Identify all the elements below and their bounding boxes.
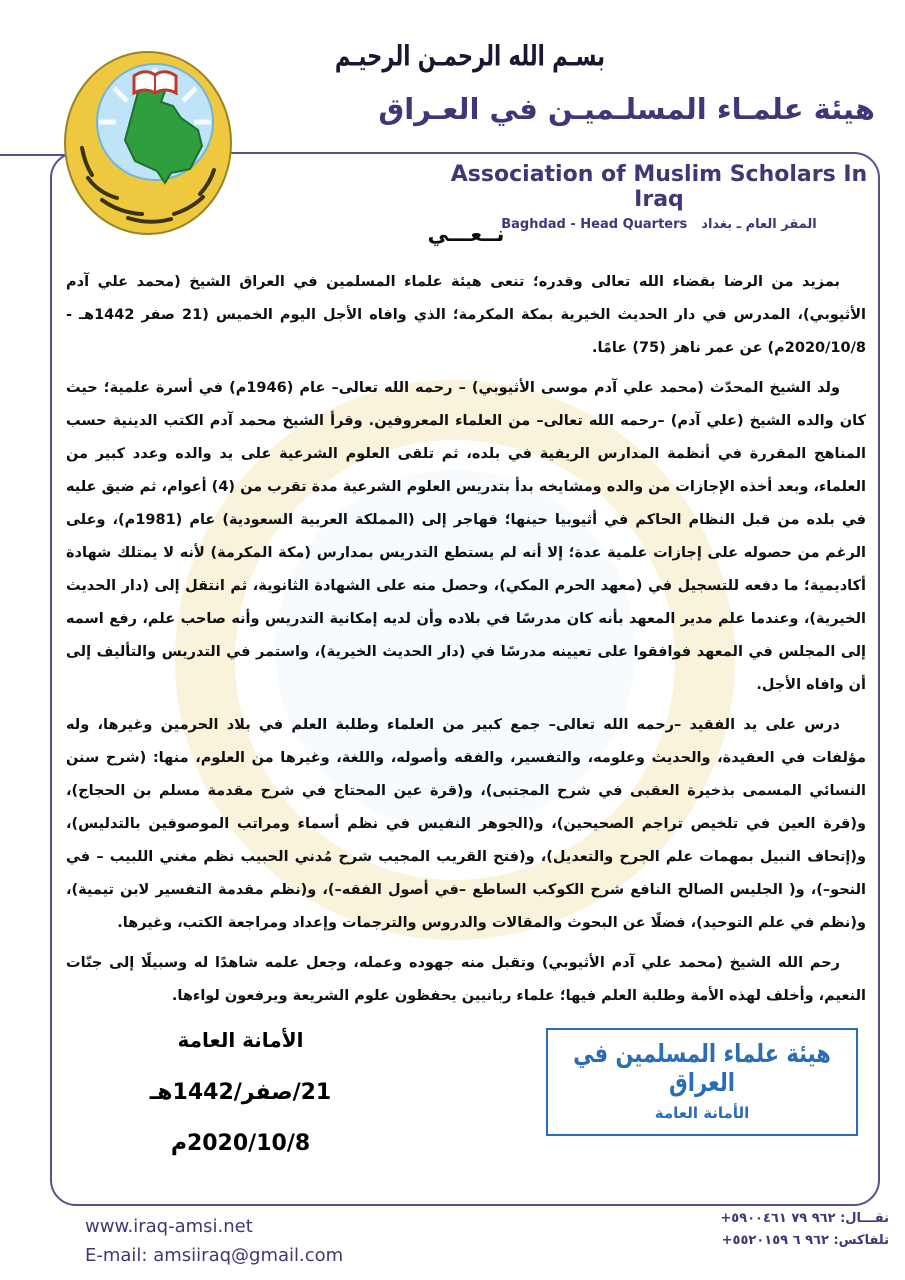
quran-book-icon bbox=[134, 72, 176, 93]
paragraph-biography: ولد الشيخ المحدّث (محمد علي آدم موسى الأثيوبي) – رحمه الله تعالى– عام (1946م) في أسرة علمية؛ حيث كان والده الشيخ (علي آدم) –رحمه الله تعالى– من العلماء المعروفين. وقرأ الشيخ محمد آدم الكتب الدينية حسب المناهج المقررة في أنظمة المدارس الريفية في بلده، ثم تلقى العلوم الشرعية على يد والده وعدد كبير من العلماء، وبعد أخذه الإجازات من والده ومشايخه بدأ بتدريس العلوم الشرعية مدة تقرب من (4) أعوام، ثم ضيق عليه في بلده من قبل النظام الحاكم في أثيوبيا حينها؛ فهاجر إلى (المملكة العربية السعودية) عام (1981م)، وعلى الرغم من حصوله على إجازات علمية عدة؛ إلا أنه لم يستطع التدريس بمدارس (مكة المكرمة) لأنه لا يمتلك شهادة أكاديمية؛ ما دفعه للتسجيل في (معهد الحرم المكي)، وحصل منه على الشهادة الثانوية، ثم انتقل إلى (دار الحديث الخيرية)، وعندما علم مدير المعهد بأنه كان مدرسًا في بلاده وأن لديه إمكانية التدريس وأنه صاحب علم، رفع اسمه إلى المجلس في المعهد فوافقوا على تعيينه مدرسًا في (دار الحديث الخيرية)، واستمر في التدريس والتأليف إلى أن وافاه الأجل. bbox=[66, 380, 866, 693]
mobile-line bbox=[720, 1208, 889, 1230]
mobile-label: نقـــال: bbox=[840, 1211, 889, 1226]
stamp-calligraphy-text: هيئة علماء المسلمين في العراق bbox=[573, 1039, 831, 1097]
fax-number: +٩٦٢ ٦ ٥٥٢٠١٥٩ bbox=[721, 1233, 829, 1248]
org-name-arabic: هيئة علمـاء المسلـميـن في العـراق bbox=[378, 92, 875, 126]
footer-contact-right bbox=[720, 1208, 889, 1252]
footer-contact-left bbox=[85, 1212, 343, 1270]
org-logo bbox=[62, 50, 234, 240]
stamp-calligraphy bbox=[548, 1039, 856, 1097]
paragraph-intro: بمزيد من الرضا بقضاء الله تعالى وقدره؛ تنعى هيئة علماء المسلمين في العراق الشيخ (محمد علي آدم الأثيوبي)، المدرس في دار الحديث الخيرية بمكة المكرمة؛ الذي وافاه الأجل اليوم الخميس (21 صفر 1442هـ - 2020/10/8م) عن عمر ناهز (75) عامًا. bbox=[66, 274, 866, 356]
stamp-label: الأمانة العامة bbox=[654, 1104, 750, 1122]
signature-block bbox=[98, 1028, 383, 1156]
hq-english: Baghdad - Head Quarters bbox=[501, 217, 688, 232]
signature-date-gregorian: 2020/10/8م bbox=[170, 1131, 311, 1156]
document-title: نــعـــي bbox=[427, 222, 505, 246]
paragraph-prayer: رحم الله الشيخ (محمد علي آدم الأثيوبي) وتقبل منه جهوده وعمله، وجعل علمه شاهدًا له وسبيلًا إلى جنّات النعيم، وأخلف لهذه الأمة وطلبة العلم فيها؛ علماء ربانيين يحفظون علوم الشريعة ويرفعون لواءها. bbox=[66, 955, 866, 1004]
bismillah-calligraphy bbox=[320, 39, 620, 73]
signature-issuer: الأمانة العامة bbox=[177, 1028, 304, 1052]
mobile-number: +٩٦٢ ٧٩ ٥٩٠٠٤٦١ bbox=[720, 1211, 836, 1226]
official-stamp bbox=[546, 1028, 858, 1136]
hq-arabic: المقر العام ـ بغداد bbox=[701, 217, 817, 232]
footer-email: E-mail: amsiiraq@gmail.com bbox=[85, 1245, 344, 1266]
bismillah-text: بسـم الله الرحمـن الرحيـم bbox=[334, 39, 606, 73]
signature-date-hijri: 21/صفر/1442هـ bbox=[149, 1080, 332, 1105]
obituary-body bbox=[66, 214, 866, 1024]
fax-label: تلفاكس: bbox=[833, 1233, 889, 1248]
crescent-logo-icon bbox=[62, 50, 234, 236]
org-name-english: Association of Muslim Scholars In Iraq bbox=[450, 162, 868, 212]
paragraph-works: درس على يد الفقيد –رحمه الله تعالى– جمع كبير من العلماء وطلبة العلم في بلاد الحرمين وغيرها، وله مؤلفات في العقيدة، والحديث وعلومه، والتفسير، والفقه وأصوله، واللغة، وغيرها من العلوم، منها: (شرح سنن النسائي المسمى بذخيرة العقبى في شرح المجتبى)، و(قرة عين المحتاج في شرح مقدمة مسلم بن الحجاج)، و(قرة العين في تلخيص تراجم الصحيحين)، و(الجوهر النفيس في نظم أسماء ومراتب الموصوفين بالتدليس)، و(إتحاف النبيل بمهمات علم الجرح والتعديل)، و(فتح القريب المجيب شرح مُدني الحبيب نظم مغني اللبيب – في النحو–)، و( الجليس الصالح النافع شرح الكوكب الساطع –في أصول الفقه–)، و(نظم مقدمة التفسير لابن تيمية)، و(نظم في علم التوحيد)، فضلًا عن البحوث والمقالات والدروس والترجمات وإعداد ومراجعة الكتب، وغيرها. bbox=[66, 717, 866, 931]
footer-website: www.iraq-amsi.net bbox=[85, 1216, 253, 1237]
fax-line bbox=[720, 1230, 889, 1252]
